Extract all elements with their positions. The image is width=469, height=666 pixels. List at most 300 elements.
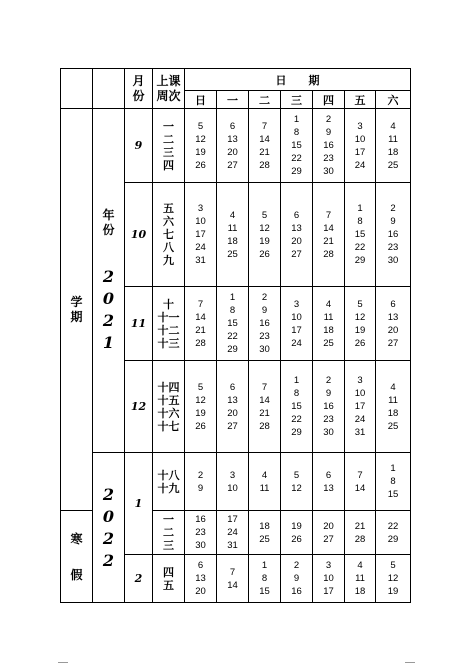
day-cell	[345, 453, 376, 511]
week-numbers	[153, 298, 184, 350]
day-numbers	[313, 298, 344, 350]
stack-item: 18	[323, 324, 334, 336]
stack-item: 5	[390, 560, 396, 571]
day-cell	[217, 511, 249, 555]
day-numbers	[313, 113, 344, 178]
stack-item: 一	[163, 513, 174, 526]
stack-item: 21	[195, 324, 206, 336]
stack-item: 29	[227, 344, 238, 355]
month-cell	[125, 555, 153, 603]
stack-item: 2	[102, 310, 115, 330]
stack-item: 27	[291, 248, 302, 260]
stack-item: 5	[357, 298, 363, 310]
day-cell	[281, 287, 313, 361]
stack-item: 九	[163, 254, 174, 267]
stack-item: 20	[323, 520, 334, 532]
stack-item: 14	[259, 133, 270, 145]
week-numbers	[153, 513, 184, 552]
stack-item: 9	[261, 305, 268, 316]
stack-item: 4	[390, 381, 396, 393]
day-numbers	[185, 469, 216, 495]
stack-item: 28	[195, 337, 206, 349]
stack-item: 26	[195, 159, 206, 171]
day-cell	[345, 109, 376, 183]
stack-item: 31	[354, 427, 366, 438]
stack-item: 8	[229, 305, 236, 316]
stack-item: 21	[259, 407, 270, 419]
month-cell	[125, 361, 153, 453]
stack-item: 16	[259, 318, 270, 329]
day-numbers	[313, 209, 344, 261]
day-cell	[281, 183, 313, 287]
stack-item: 四	[163, 565, 174, 579]
stack-item: 23	[323, 153, 334, 164]
day-numbers	[185, 513, 216, 552]
weekday-header: 六	[376, 91, 411, 109]
stack-item: 十九	[157, 481, 180, 495]
stack-item: 2	[102, 528, 115, 548]
stack-item: 26	[354, 337, 366, 349]
stack-item: 10	[195, 216, 206, 227]
month-label: 11	[130, 317, 147, 330]
month-cell	[125, 287, 153, 361]
day-numbers	[249, 469, 280, 495]
stack-item: 2	[325, 375, 332, 386]
day-numbers	[313, 374, 344, 439]
stack-item: 21	[354, 520, 366, 532]
stack-item: 28	[259, 420, 270, 432]
stack-item: 1	[261, 560, 268, 571]
stack-item: 2	[261, 292, 268, 303]
stack-item: 13	[387, 311, 399, 323]
day-cell	[345, 183, 376, 287]
stack-item: 19	[195, 407, 206, 419]
stack-item: 2	[102, 266, 115, 286]
stack-item: 十八	[157, 468, 180, 482]
stack-item: 24	[227, 527, 238, 538]
day-numbers	[185, 120, 216, 172]
week-numbers	[153, 381, 184, 433]
stack-item: 25	[227, 248, 238, 260]
day-cell	[376, 183, 411, 287]
month-cell	[125, 109, 153, 183]
stack-item: 四	[163, 158, 174, 172]
stack-item: 17	[354, 401, 366, 412]
corner-cell-2	[93, 69, 125, 109]
stack-item: 4	[390, 120, 396, 132]
stack-item: 十三	[157, 336, 180, 350]
stack-item: 7	[325, 209, 332, 221]
stack-item: 12	[291, 482, 302, 494]
day-cell	[345, 287, 376, 361]
stack-item: 7	[197, 298, 204, 310]
day-numbers	[249, 559, 280, 598]
stack-item: 11	[388, 133, 398, 145]
stack-item: 12	[354, 311, 366, 323]
stack-item: 28	[354, 533, 366, 545]
stack-item: 19	[354, 324, 366, 336]
year-2022-cell	[93, 453, 125, 603]
day-cell	[313, 361, 345, 453]
day-numbers	[217, 209, 248, 261]
day-numbers	[185, 559, 216, 598]
day-numbers	[345, 520, 375, 546]
day-cell	[281, 109, 313, 183]
day-cell	[281, 555, 313, 603]
stack-item: 30	[259, 344, 270, 355]
stack-item: 17	[323, 586, 334, 597]
stack-item: 19	[387, 586, 399, 597]
day-numbers	[249, 120, 280, 172]
day-cell	[376, 109, 411, 183]
stack-item: 6	[325, 469, 332, 481]
stack-item: 21	[323, 235, 334, 247]
day-numbers	[376, 120, 410, 172]
stack-item: 十六	[157, 406, 180, 420]
stack-item: 8	[293, 127, 300, 138]
day-numbers	[281, 113, 312, 178]
day-cell	[185, 453, 217, 511]
stack-item: 22	[354, 242, 366, 253]
stack-item: 20	[195, 586, 206, 597]
stack-item: 八	[163, 241, 174, 254]
day-numbers	[313, 559, 344, 598]
stack-item: 29	[291, 427, 302, 438]
stack-item: 3	[197, 203, 204, 214]
stack-item: 5	[197, 120, 204, 132]
day-cell	[313, 287, 345, 361]
stack-item: 15	[291, 401, 302, 412]
stack-item: 12	[195, 133, 206, 145]
day-cell	[217, 453, 249, 511]
stack-item: 假	[70, 567, 83, 582]
stack-item: 12	[195, 394, 206, 406]
stack-item: 14	[227, 579, 238, 591]
stack-item: 23	[195, 527, 206, 538]
stack-item: 30	[195, 540, 206, 551]
stack-item: 三	[163, 145, 174, 159]
day-cell	[249, 183, 281, 287]
day-cell	[217, 361, 249, 453]
stack-item: 11	[227, 222, 238, 234]
week-cell	[153, 287, 185, 361]
stack-item: 20	[227, 407, 238, 419]
stack-item: 24	[354, 159, 366, 171]
day-cell	[185, 511, 217, 555]
stack-item: 5	[261, 209, 268, 221]
term-label	[61, 295, 92, 325]
stack-item: 1	[293, 114, 300, 125]
day-numbers	[217, 566, 248, 592]
stack-item: 2	[102, 550, 115, 570]
stack-item: 6	[293, 209, 300, 221]
day-numbers	[345, 374, 375, 439]
stack-item: 4	[261, 469, 268, 481]
stack-item: 17	[291, 324, 302, 336]
month-cell	[125, 453, 153, 555]
day-numbers	[281, 209, 312, 261]
stack-item: 七	[163, 228, 174, 241]
stack-item: 1	[102, 332, 115, 352]
stack-item: 18	[387, 146, 399, 158]
stack-item: 23	[387, 242, 399, 253]
day-cell	[249, 453, 281, 511]
stack-item: 24	[354, 414, 366, 425]
stack-item: 13	[195, 573, 206, 584]
day-numbers	[376, 462, 410, 501]
day-cell	[185, 109, 217, 183]
stack-item: 16	[195, 514, 206, 525]
stack-item: 6	[197, 560, 204, 571]
year-2021	[103, 266, 114, 354]
stack-item: 13	[227, 394, 238, 406]
week-header-text	[153, 74, 184, 104]
stack-item: 14	[354, 482, 366, 494]
stack-item: 7	[229, 566, 236, 578]
stack-item: 22	[291, 153, 302, 164]
stack-item: 10	[354, 388, 366, 399]
week-header-line2: 周次	[156, 88, 181, 103]
stack-item: 十	[163, 297, 174, 311]
stack-item: 3	[325, 560, 332, 571]
day-numbers	[249, 209, 280, 261]
day-numbers	[376, 381, 410, 433]
day-cell	[313, 109, 345, 183]
stack-item: 3	[357, 120, 363, 132]
stack-item: 期	[70, 309, 83, 324]
stack-item: 0	[102, 506, 115, 526]
stack-item: 29	[291, 166, 302, 177]
stack-item: 20	[291, 235, 302, 247]
stack-item: 18	[387, 407, 399, 419]
stack-item: 30	[323, 166, 334, 177]
day-cell	[185, 183, 217, 287]
day-cell	[249, 109, 281, 183]
month-row	[61, 453, 411, 511]
stack-item: 15	[227, 318, 238, 329]
day-cell	[249, 555, 281, 603]
day-cell	[313, 511, 345, 555]
stack-item: 21	[259, 146, 270, 158]
year-2021-cell	[93, 109, 125, 453]
stack-item: 月	[132, 73, 145, 88]
stack-item: 1	[390, 463, 396, 474]
day-numbers	[376, 559, 410, 598]
stack-item: 18	[354, 586, 366, 597]
stack-item: 一	[163, 119, 174, 133]
stack-item: 10	[227, 482, 238, 494]
day-cell	[376, 361, 411, 453]
stack-item: 11	[388, 394, 398, 406]
month-label: 2	[134, 572, 143, 585]
stack-item: 18	[227, 235, 238, 247]
stack-item: 16	[323, 140, 334, 151]
stack-item: 25	[323, 337, 334, 349]
stack-item: 9	[293, 573, 300, 584]
stack-item: 9	[325, 127, 332, 138]
day-numbers	[345, 559, 375, 598]
stack-item: 寒	[70, 531, 83, 546]
stack-item: 9	[197, 482, 204, 494]
day-numbers	[217, 291, 248, 356]
stack-item: 8	[357, 216, 363, 227]
day-numbers	[345, 469, 375, 495]
calendar-table	[60, 68, 411, 603]
week-cell	[153, 511, 185, 555]
stack-item: 7	[261, 120, 268, 132]
week-numbers	[153, 120, 184, 172]
month-row	[61, 109, 411, 183]
month-label: 10	[130, 228, 147, 241]
day-cell	[281, 453, 313, 511]
month-label: 9	[134, 139, 143, 152]
stack-item: 22	[291, 414, 302, 425]
stack-item: 13	[323, 482, 334, 494]
stack-item: 13	[227, 133, 238, 145]
week-numbers	[153, 469, 184, 495]
stack-item: 28	[323, 248, 334, 260]
stack-item: 2	[325, 114, 332, 125]
stack-item: 十七	[157, 419, 180, 433]
day-cell	[376, 287, 411, 361]
month-cell	[125, 183, 153, 287]
stack-item: 11	[259, 482, 270, 494]
stack-item: 25	[387, 159, 399, 171]
stack-item: 25	[259, 533, 270, 545]
stack-item: 26	[259, 248, 270, 260]
stack-item: 14	[259, 394, 270, 406]
stack-item: 27	[227, 159, 238, 171]
weekday-header: 二	[249, 91, 281, 109]
stack-item: 3	[357, 375, 363, 386]
day-numbers	[249, 291, 280, 356]
stack-item: 1	[293, 375, 300, 386]
stack-item: 15	[387, 489, 399, 500]
stack-item: 1	[229, 292, 236, 303]
stack-item: 24	[291, 337, 302, 349]
day-numbers	[281, 374, 312, 439]
stack-item: 26	[195, 420, 206, 432]
stack-item: 13	[291, 222, 302, 234]
weekday-header: 日	[185, 91, 217, 109]
stack-item: 三	[163, 539, 174, 552]
day-cell	[313, 183, 345, 287]
stack-item: 6	[390, 298, 396, 310]
week-cell	[153, 109, 185, 183]
year-2021-block	[93, 208, 124, 354]
stack-item: 9	[325, 388, 332, 399]
stack-item: 23	[259, 331, 270, 342]
day-cell	[281, 361, 313, 453]
stack-item: 28	[259, 159, 270, 171]
stack-item: 9	[390, 216, 396, 227]
stack-item: 2	[102, 484, 115, 504]
stack-item: 27	[227, 420, 238, 432]
stack-item: 22	[387, 520, 399, 532]
weekday-header: 三	[281, 91, 313, 109]
stack-item: 14	[323, 222, 334, 234]
day-numbers	[345, 298, 375, 350]
day-numbers	[217, 120, 248, 172]
year-label	[102, 208, 114, 238]
crop-mark-right	[405, 662, 415, 663]
day-numbers	[185, 298, 216, 350]
stack-item: 6	[229, 381, 236, 393]
winter-label-cell	[61, 511, 93, 603]
stack-item: 15	[259, 586, 270, 597]
stack-item: 十二	[157, 323, 180, 337]
stack-item: 14	[195, 311, 206, 323]
day-cell	[313, 453, 345, 511]
stack-item: 31	[195, 255, 206, 266]
stack-item: 8	[293, 388, 300, 399]
stack-item: 二	[163, 526, 174, 539]
stack-item: 1	[357, 203, 363, 214]
day-numbers	[281, 469, 312, 495]
stack-item: 5	[293, 469, 300, 481]
stack-item: 25	[387, 420, 399, 432]
stack-item: 22	[227, 331, 238, 342]
stack-item: 20	[387, 324, 399, 336]
day-numbers	[345, 202, 375, 267]
stack-item: 18	[259, 520, 270, 532]
day-cell	[345, 361, 376, 453]
corner-cell	[61, 69, 93, 109]
stack-item: 12	[259, 222, 270, 234]
stack-item: 17	[227, 514, 238, 525]
stack-item: 29	[387, 533, 399, 545]
stack-item: 7	[357, 469, 363, 481]
week-cell	[153, 555, 185, 603]
stack-item: 六	[163, 215, 174, 228]
week-numbers	[153, 202, 184, 267]
stack-item: 8	[390, 476, 396, 487]
stack-item: 五	[163, 578, 174, 592]
day-cell	[376, 555, 411, 603]
week-header	[153, 69, 185, 109]
day-cell	[185, 555, 217, 603]
stack-item: 7	[261, 381, 268, 393]
week-header-line1: 上课	[156, 73, 181, 88]
header-row	[61, 69, 411, 91]
stack-item: 二	[163, 132, 174, 146]
day-numbers	[376, 520, 410, 546]
day-cell	[217, 287, 249, 361]
day-numbers	[313, 469, 344, 495]
stack-item: 8	[261, 573, 268, 584]
day-cell	[281, 511, 313, 555]
stack-item: 16	[323, 401, 334, 412]
crop-mark-left	[58, 662, 68, 663]
day-cell	[249, 287, 281, 361]
day-cell	[217, 183, 249, 287]
day-numbers	[281, 559, 312, 598]
day-cell	[313, 555, 345, 603]
day-cell	[249, 361, 281, 453]
stack-item: 份	[132, 88, 145, 103]
stack-item: 10	[291, 311, 302, 323]
stack-item: 学	[70, 294, 83, 309]
day-cell	[217, 109, 249, 183]
stack-item: 15	[291, 140, 302, 151]
week-cell	[153, 183, 185, 287]
stack-item: 24	[195, 242, 206, 253]
day-numbers	[345, 120, 375, 172]
stack-item: 10	[323, 573, 334, 584]
week-cell	[153, 453, 185, 511]
stack-item: 2	[293, 560, 300, 571]
stack-item: 20	[227, 146, 238, 158]
